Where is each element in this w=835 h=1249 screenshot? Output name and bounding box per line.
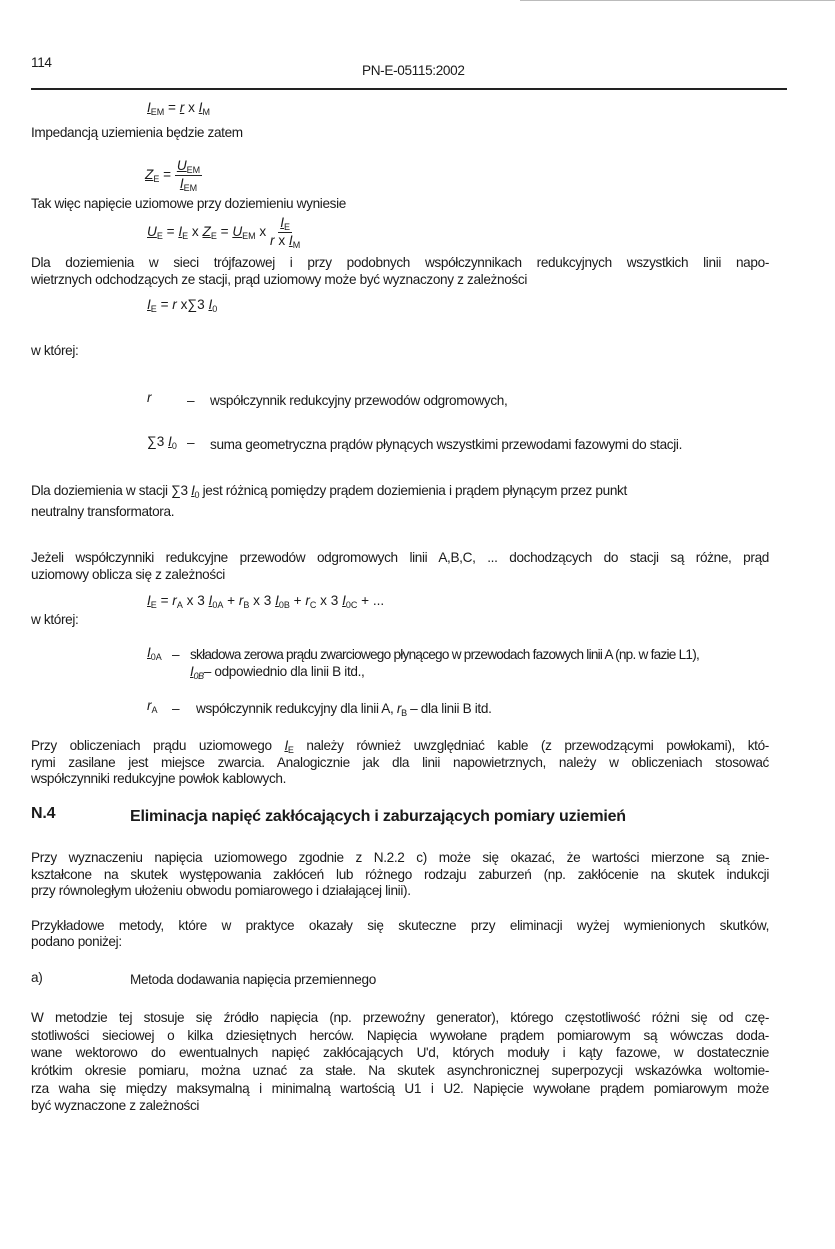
- formula-subscript: E: [210, 231, 217, 242]
- numerator: [278, 215, 292, 233]
- dash: –: [172, 647, 180, 662]
- formula-ue: [147, 215, 300, 250]
- formula-symbol: $I_0$: [168, 434, 177, 451]
- standard-id: PN-E-05115:2002: [362, 63, 465, 78]
- formula-text: x 3: [182, 593, 209, 608]
- formula-text: +: [223, 593, 239, 608]
- formula-symbol: $I_E$: [147, 297, 157, 314]
- para-metodzie-line: W metodzie tej stosuje się źródło napięcia (np. przewoźny generator), którego częstotliwość różni się od czę-: [31, 1010, 769, 1025]
- formula-subscript: E: [182, 231, 189, 242]
- text: Dla doziemienia w stacji: [31, 483, 168, 498]
- formula-text: =: [216, 224, 233, 240]
- para-jezeli-line: Jeżeli współczynniki redukcyjne przewodów odgromowych linii A,B,C, ... dochodzących do stacji są różne, prąd: [31, 550, 769, 565]
- formula-symbol: $I_{0B}$: [275, 593, 290, 610]
- formula-text: $r_A$: [172, 593, 183, 610]
- formula-text: r: [270, 233, 275, 248]
- symbol-i0a: [147, 645, 162, 662]
- denominator: [180, 176, 197, 193]
- formula-ie: [147, 297, 217, 314]
- formula-text: x: [255, 224, 267, 240]
- formula-subscript: EM: [242, 231, 256, 242]
- formula-text: =: [164, 100, 180, 115]
- formula-text: + ...: [357, 593, 385, 608]
- formula-text: x: [188, 224, 203, 240]
- formula-text: $r_B$: [238, 593, 250, 610]
- definition-sum: suma geometryczna prądów płynących wszystkimi przewodami fazowymi do stacji.: [210, 437, 683, 452]
- formula-text: =: [156, 297, 173, 312]
- para-metodzie-line: stotliwości sieciowej o kilka dziesiętnych herców. Napięcia wywołane prądem pomiarowym są wówczas doda-: [31, 1028, 769, 1043]
- formula-text: $r_C$: [305, 593, 317, 610]
- formula-text: ∑3: [147, 434, 169, 449]
- formula-subscript: EM: [183, 183, 198, 193]
- formula-subscript: B: [243, 600, 250, 610]
- para-wyznaczeniu-line: Przy wyznaczeniu napięcia uziomowego zgodnie z N.2.2 c) może się okazać, że wartości mierzone są znie-: [31, 850, 769, 865]
- formula-text: x 3: [316, 593, 343, 608]
- formula-text: x∑3: [176, 297, 209, 312]
- para-dla-line: Dla doziemienia w sieci trójfazowej i przy podobnych współczynnikach redukcyjnych wszystkich linii napo-: [31, 255, 769, 270]
- text: Przy obliczeniach prądu uziomowego: [31, 738, 285, 753]
- formula-text: =: [159, 167, 172, 183]
- formula-subscript: E: [153, 174, 160, 185]
- denominator: [270, 233, 300, 250]
- formula-subscript: E: [150, 304, 157, 314]
- formula-text: x: [184, 100, 199, 115]
- fraction: [175, 158, 202, 193]
- para-przy-line: współczynniki redukcyjne powłok kablowych.: [31, 771, 287, 786]
- para-metodzie-line: być wyznaczone z zależności: [31, 1098, 200, 1113]
- para-metodzie-line: krótkim okresie pomiaru, można uznać za stałe. Na skutek asynchronicznej superpozycji wskazówka woltomie-: [31, 1063, 769, 1078]
- para-wyznaczeniu-line: przy równoległym ułożeniu obwodu pomiarowego i działającej linii).: [31, 883, 411, 898]
- formula-symbol: $U_{EM}$: [176, 158, 201, 175]
- formula-symbol: $Z_E$: [202, 224, 217, 242]
- symbol-sum-i0: [171, 483, 199, 498]
- formula-subscript: 0: [194, 490, 200, 500]
- formula-symbol: $U_E$: [147, 224, 163, 242]
- numerator: [175, 158, 202, 176]
- formula-text: x: [274, 233, 289, 248]
- symbol-ie: I: [284, 738, 288, 753]
- formula-text: r: [172, 297, 177, 312]
- formula-text: r: [147, 390, 152, 405]
- formula-text: +: [289, 593, 306, 608]
- para-metodzie-line: rza waha się między maksymalną i minimalną wartością U1 i U2. Napięcie wywołane prądem pomiarowym może: [31, 1081, 769, 1096]
- symbol-ra: [147, 698, 158, 715]
- section-title: Eliminacja napięć zakłócających i zaburzających pomiary uziemień: [130, 808, 626, 825]
- para-przykladowe-line: podano poniżej:: [31, 934, 122, 949]
- text: – odpowiednio dla linii B itd.,: [203, 664, 365, 679]
- formula-symbol: $I_{EM}$: [147, 100, 165, 117]
- definition-ra: [196, 700, 492, 722]
- definition-i0a: składowa zerowa prądu zwarciowego płynącego w przewodach fazowych linii A (np. w fazie L1),: [190, 647, 700, 662]
- formula-text: =: [162, 224, 179, 240]
- formula-subscript: C: [309, 600, 317, 610]
- text-w-ktorej: w której:: [31, 612, 79, 627]
- formula-subscript: E: [150, 600, 157, 610]
- formula-subscript: EM: [150, 107, 165, 117]
- list-label-a: a): [31, 970, 43, 985]
- symbol-i0b: [190, 664, 204, 679]
- formula-text: x 3: [249, 593, 276, 608]
- fraction: [270, 215, 300, 250]
- para-przy-line: rymi zasilane jest miejsce zwarcia. Analogicznie jak dla linii napowietrznych, należy w obliczeniach stosować: [31, 755, 769, 770]
- text-tak-wiec: Tak więc napięcie uziomowe przy doziemieniu wyniesie: [31, 196, 346, 211]
- formula-ze: [145, 158, 202, 193]
- dash: –: [172, 701, 180, 716]
- subscript: B: [401, 708, 407, 718]
- text: należy również uwzględniać kable (z przewodzącymi powłokami), któ-: [293, 738, 769, 753]
- formula-subscript: 0: [212, 304, 218, 314]
- subscript: 0B: [193, 671, 204, 681]
- scan-edge-line: [520, 0, 835, 1]
- para-dla-line: wietrznych odchodzących ze stacji, prąd uziomowy może być wyznaczony z zależności: [31, 272, 527, 287]
- formula-subscript: 0: [171, 441, 177, 451]
- formula-iem: [147, 100, 210, 117]
- text: – dla linii B itd.: [406, 701, 492, 716]
- page-number: 114: [31, 55, 52, 70]
- formula-symbol: $I_{0C}$: [342, 593, 358, 610]
- formula-symbol: $Z_E$: [145, 167, 160, 185]
- dash: –: [187, 393, 195, 408]
- para-jezeli-line: uziomowy oblicza się z zależności: [31, 567, 225, 582]
- header-rule: [31, 88, 787, 90]
- formula-subscript: M: [292, 240, 301, 250]
- formula-subscript: EM: [186, 165, 201, 175]
- formula-text: =: [156, 593, 173, 608]
- formula-ie-abc: [147, 593, 384, 610]
- symbol: I: [190, 664, 194, 679]
- text-impedance: Impedancją uziemienia będzie zatem: [31, 125, 243, 140]
- formula-text: ∑3: [171, 483, 192, 498]
- para-wyznaczeniu-line: kształcone na skutek występowania zakłóceń lub różnego rodzaju zaburzeń (np. zakłócenie na skutek indukcji: [31, 867, 769, 882]
- formula-subscript: 0A: [150, 652, 162, 662]
- text: współczynnik redukcyjny dla linii A,: [196, 701, 397, 716]
- formula-subscript: E: [156, 231, 163, 242]
- formula-symbol: $I_{0A}$: [147, 645, 162, 662]
- symbol-rb: r: [396, 701, 402, 716]
- symbol-r: [147, 390, 152, 405]
- formula-symbol: $I_0$: [191, 483, 200, 500]
- formula-symbol: $I_E$: [147, 593, 157, 610]
- dash: –: [187, 435, 195, 450]
- formula-symbol: $I_E$: [178, 224, 189, 242]
- section-number: N.4: [31, 805, 56, 822]
- formula-symbol: $I_M$: [198, 100, 210, 117]
- formula-subscript: 0C: [345, 600, 358, 610]
- formula-text: $r_A$: [147, 698, 158, 715]
- formula-symbol: $I_M$: [288, 233, 301, 250]
- definition-i0b: [190, 663, 364, 685]
- formula-symbol: $I_E$: [280, 215, 290, 232]
- formula-subscript: A: [176, 600, 183, 610]
- para-przykladowe-line: Przykładowe metody, które w praktyce okazały się skuteczne przy eliminacji wyżej wymienionych skutków,: [31, 918, 769, 933]
- formula-symbol: r: [179, 100, 185, 115]
- subscript: E: [287, 745, 294, 755]
- text: jest różnicą pomiędzy prądem doziemienia i prądem płynącym przez punkt: [202, 483, 627, 498]
- formula-subscript: A: [151, 705, 158, 715]
- para-dla-stacji-line2: neutralny transformatora.: [31, 504, 175, 519]
- formula-symbol: $U_{EM}$: [232, 224, 256, 242]
- formula-ze-lhs: [145, 167, 172, 185]
- symbol-sum-i0: [147, 434, 177, 451]
- formula-subscript: 0B: [278, 600, 290, 610]
- formula-subscript: M: [202, 107, 210, 117]
- text-w-ktorej: w której:: [31, 343, 79, 358]
- list-title-a: Metoda dodawania napięcia przemiennego: [130, 972, 376, 987]
- formula-symbol: $I_{EM}$: [179, 176, 198, 193]
- para-metodzie-line: wane wektorowo do ewentualnych napięć zakłócających U'd, których moduły i kąty fazowe, w dostatecznie: [31, 1045, 769, 1060]
- formula-symbol: $I_0$: [208, 297, 218, 314]
- formula-subscript: 0A: [212, 600, 224, 610]
- formula-ue-lhs: [147, 224, 267, 242]
- definition-r: współczynnik redukcyjny przewodów odgromowych,: [210, 393, 508, 408]
- formula-subscript: E: [283, 222, 290, 232]
- formula-symbol: $I_{0A}$: [208, 593, 224, 610]
- para-dla-stacji: [31, 482, 627, 504]
